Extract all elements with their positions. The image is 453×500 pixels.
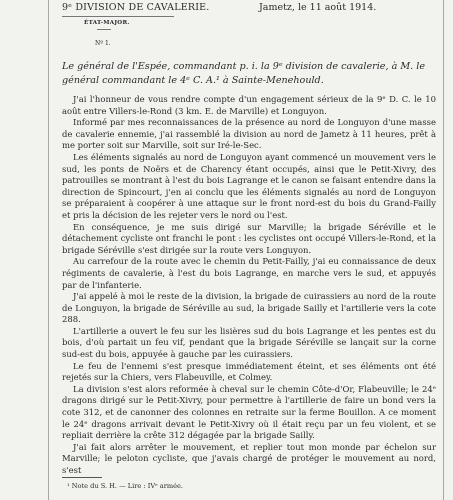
header-divider [62, 16, 174, 17]
service-divider [97, 29, 111, 30]
paragraph: Le feu de l'ennemi s'est presque immédiatement éteint, et ses éléments ont été rejetés sur la Chiers, vers Flabeuville, et Colmey. [62, 360, 436, 383]
footnote: ¹ Note du S. H. — Lire : IVᵉ armée. [67, 482, 184, 490]
division-header: 9ᵉ DIVISION DE CAVALERIE. [62, 2, 210, 13]
paragraph: Informé par mes reconnaissances de la présence au nord de Longuyon d'une masse de cavalerie ennemie, j'ai rassemblé la division au nord de Jametz à 11 heures, prêt à me porter soit sur Marville, soit sur Iré-le-Sec. [62, 117, 436, 151]
paragraph: J'ai appelé à moi le reste de la division, la brigade de cuirassiers au nord de la route de Longuyon, la brigade de Séréville au sud, la brigade Sailly et l'artillerie vers la cote 288. [62, 291, 436, 325]
paragraph: Les éléments signalés au nord de Longuyon ayant commencé un mouvement vers le sud, les ponts de Noërs et de Charency étant occupés, ainsi que le Petit-Xivry, des patrouilles se montrant à l'est du bois Lagrange et le canon se faisant entendre dans la direction de Spincourt, j'en ai conclu que les éléments signalés au nord de Longuyon se préparaient à coopérer à une attaque sur le front nord-est du bois du Grand-Failly et pris la décision de les rejeter vers le nord ou l'est. [62, 151, 436, 220]
service-label: ÉTAT-MAJOR. [84, 20, 130, 26]
letter-body [62, 94, 436, 477]
paragraph: J'ai fait alors arrêter le mouvement, et replier tout mon monde par échelon sur Marville; le peloton cycliste, que j'avais chargé de protéger le mouvement au nord, s'est [62, 441, 436, 475]
footnote-divider [62, 477, 102, 478]
paragraph: La division s'est alors reformée à cheval sur le chemin Côte-d'Or, Flabeuville; le 24ᵉ dragons dirigé sur le Petit-Xivry, pour permettre à l'artillerie de faire un bond vers la cote 312, et de canonner des colonnes en retraite sur la ferme Bouillon. A ce moment le 24ᵉ dragons arrivait devant le Petit-Xivry où il était reçu par un feu violent, et se repliait derrière la crête 312 dégagée par la brigade Sailly. [62, 383, 436, 441]
right-margin-rule [443, 0, 444, 500]
paragraph: En conséquence, je me suis dirigé sur Marville; la brigade Séréville et le détachement cycliste ont franchi le pont : les cyclistes ont occupé Villers-le-Rond, et la brigade Séréville s'est dirigée sur la route vers Longuyon. [62, 221, 436, 255]
place-date-header: Jametz, le 11 août 1914. [259, 2, 377, 13]
paragraph: Au carrefour de la route avec le chemin du Petit-Failly, j'ai eu connaissance de deux régiments de cavalerie, à l'est du bois Lagrange, en marche vers le sud, et appuyés par de l'infanterie. [62, 256, 436, 290]
paragraph: L'artillerie a ouvert le feu sur les lisières sud du bois Lagrange et les pentes est du bois, d'où partait un feu vif, pendant que la brigade Séréville se lançait sur la corne sud-est du bois, appuyée à gauche par les cuirassiers. [62, 325, 436, 360]
paragraph: J'ai l'honneur de vous rendre compte d'un engagement sérieux de la 9ᵉ D. C. le 10 août entre Villers-le-Rond (3 km. E. de Marville) et Longuyon. [62, 94, 436, 116]
document-number: Nº 1. [95, 40, 111, 47]
left-margin-rule [48, 0, 49, 500]
letter-heading: Le général de l'Espée, commandant p. i. la 9ᵉ division de cavalerie, à M. le général commandant le 4ᵉ C. A.¹ à Sainte-Menehould. [62, 61, 426, 86]
